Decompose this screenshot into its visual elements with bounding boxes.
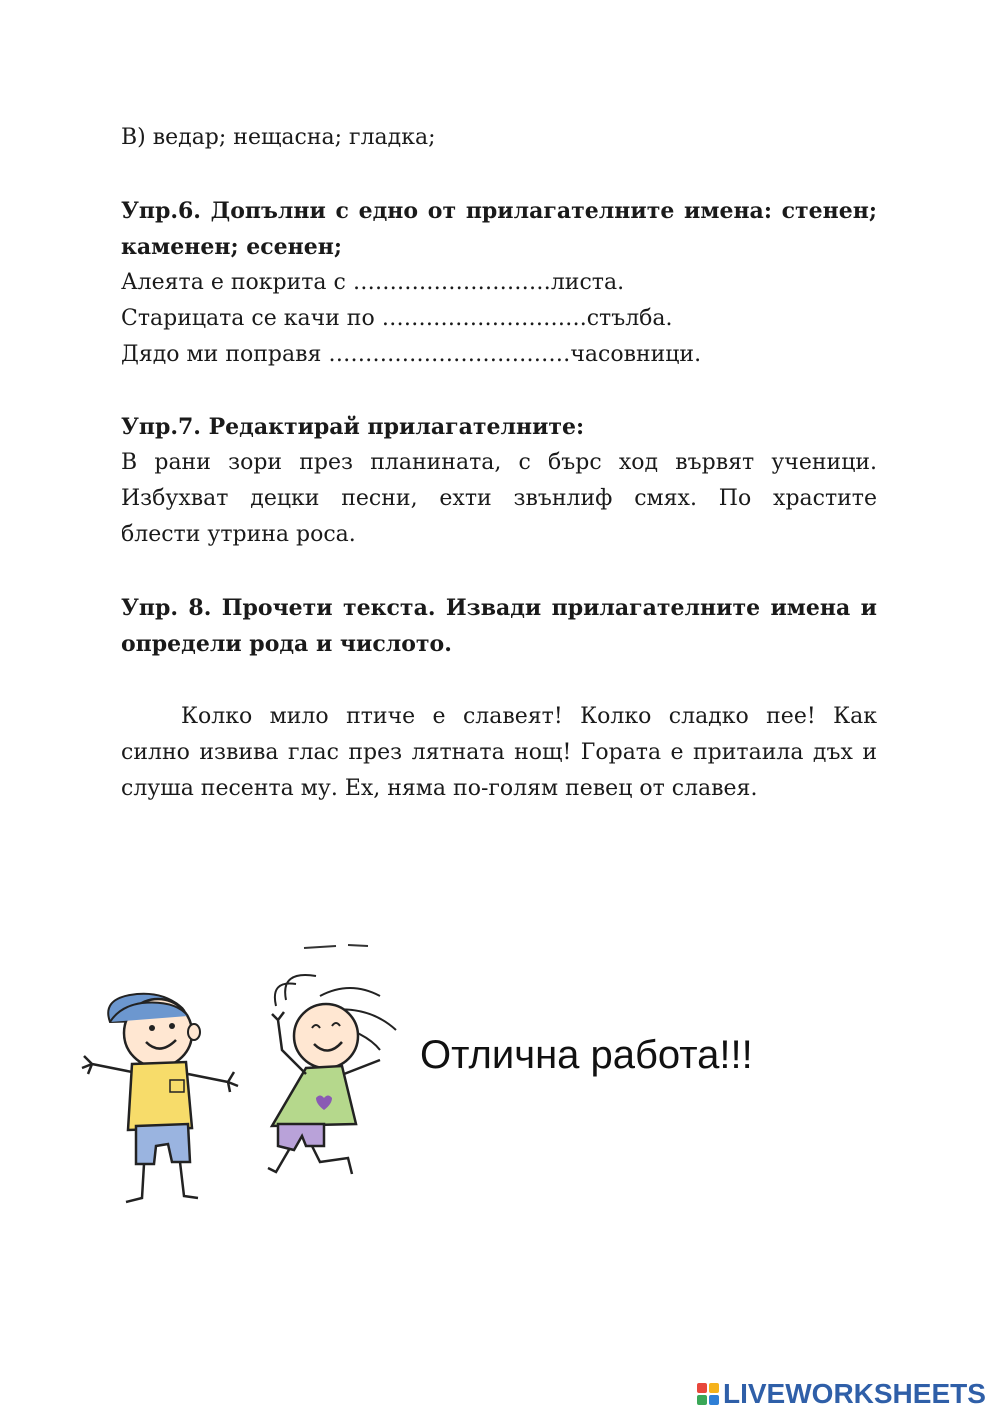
liveworksheets-logo-icon [697, 1383, 719, 1405]
girl-figure [268, 975, 396, 1174]
ex8-line-2: силно извива глас през лятната нощ! Гората е притаила дъх и [121, 740, 877, 765]
ex7-text [121, 445, 877, 553]
kids-illustration [80, 940, 420, 1210]
ex6-title-line1: Упр.6. Допълни с едно от прилагателните имена: стенен; [121, 198, 877, 224]
ex7-title: Упр.7. Редактирай прилагателните: [121, 414, 585, 440]
ex6-sentence-3: Дядо ми поправя ……………………………часовници. [121, 342, 702, 367]
ex8-title-line2: определи рода и числото. [121, 631, 452, 657]
ex7-line-1: В рани зори през планината, с бърс ход вървят ученици. [121, 450, 877, 475]
ex8-line-1: Колко мило птиче е славеят! Колко сладко пее! Как [181, 704, 877, 729]
ex7-line-2: Избухват децки песни, ехти звънлиф смях. По храстите [121, 486, 877, 511]
ex6-sentence-2: Старицата се качи по ……………………….стълба. [121, 306, 673, 331]
ex8-title-line1: Упр. 8. Прочети текста. Извади прилагателните имена и [121, 595, 877, 621]
line-v: В) ведар; нещасна; гладка; [121, 125, 436, 150]
ex7-line-3: блести утрина роса. [121, 522, 356, 547]
boy-figure [82, 994, 238, 1202]
praise-text: Отлична работа!!! [420, 1033, 753, 1077]
ex8-line-3: слуша песента му. Ех, няма по-голям певец от славея. [121, 776, 758, 801]
ex8-paragraph [121, 699, 877, 807]
ex6-sentence-1: Алеята е покрита с ………………………листа. [121, 270, 625, 295]
brand-name: LIVEWORKSHEETS [723, 1378, 986, 1409]
ex6-title-line2: каменен; есенен; [121, 234, 342, 260]
ex8-title [121, 590, 877, 662]
liveworksheets-brand [697, 1377, 986, 1411]
